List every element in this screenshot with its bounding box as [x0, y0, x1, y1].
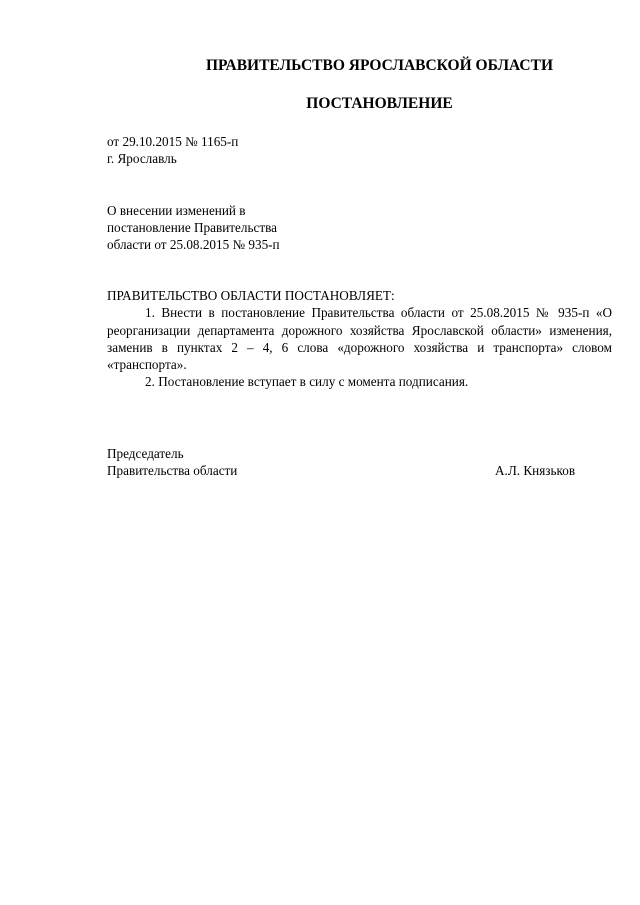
subject-line-1: О внесении изменений в [107, 203, 246, 218]
signature-title-line-1: Председатель [107, 446, 184, 461]
signatory-name: А.Л. Князьков [495, 463, 576, 478]
subject-line-2: постановление Правительства [107, 220, 278, 235]
preamble: ПРАВИТЕЛЬСТВО ОБЛАСТИ ПОСТАНОВЛЯЕТ: [107, 288, 395, 303]
resolution-body [107, 287, 612, 391]
city: г. Ярославль [107, 151, 177, 166]
item-2: 2. Постановление вступает в силу с момента подписания. [145, 374, 469, 390]
item-1: 1. Внести в постановление Правительства области от 25.08.2015 № 935-п «О реорганизации департамента дорожного хозяйства Ярославской области» изменения, заменив в пунктах 2 – 4, 6 слова «дорожного хозяйства и транспорта» словом «транспорта». [107, 305, 612, 373]
date-number: от 29.10.2015 № 1165-п [107, 134, 239, 149]
signature-title-line-2: Правительства области [107, 463, 238, 478]
document-type-heading: ПОСТАНОВЛЕНИЕ [306, 95, 453, 112]
subject-line-3: области от 25.08.2015 № 935-п [107, 237, 280, 252]
government-heading: ПРАВИТЕЛЬСТВО ЯРОСЛАВСКОЙ ОБЛАСТИ [205, 57, 554, 74]
